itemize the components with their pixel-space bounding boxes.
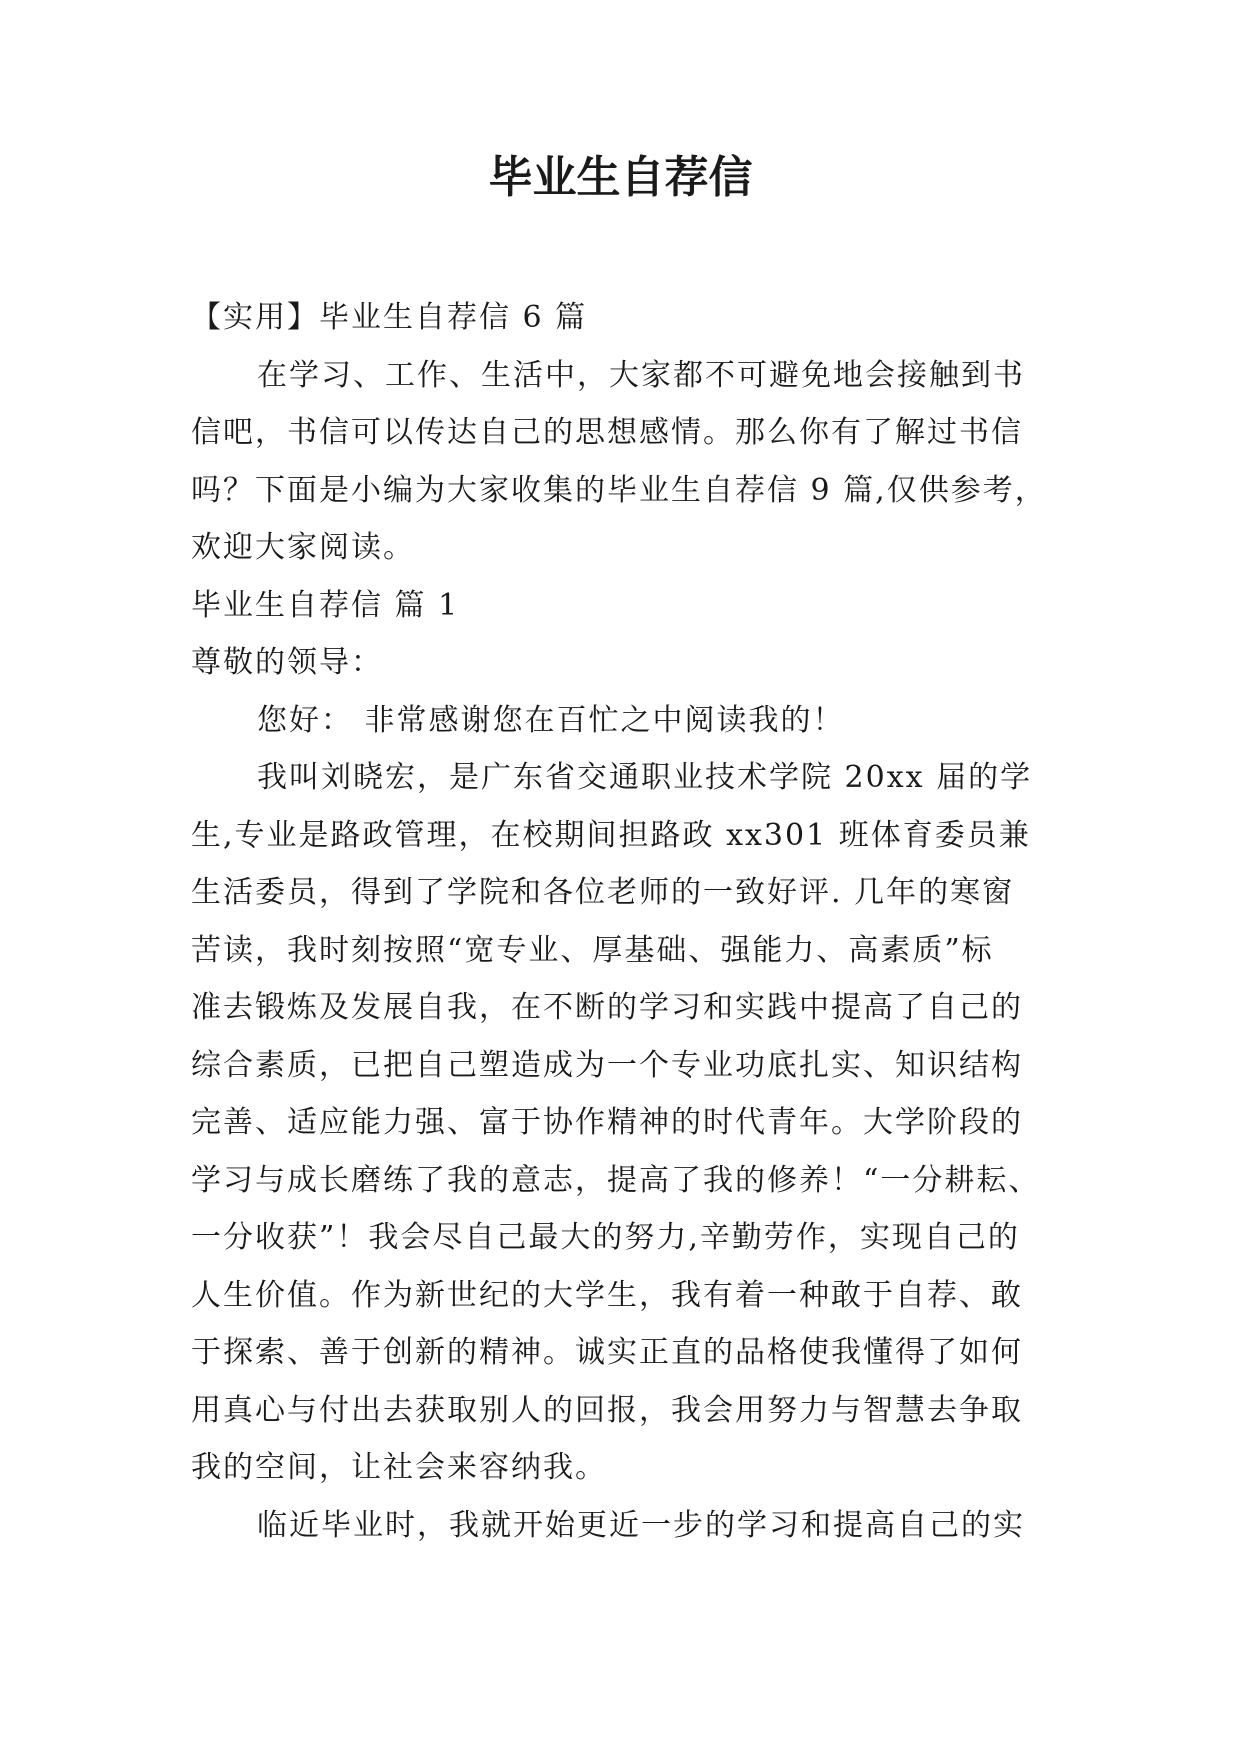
text-line: 苦读，我时刻按照“宽专业、厚基础、强能力、高素质”标 — [191, 932, 994, 968]
salutation: 尊敬的领导： — [191, 645, 383, 680]
text-line: 学习与成长磨练了我的意志，提高了我的修养！“一分耕耘、 — [191, 1162, 1041, 1198]
section-heading: 毕业生自荐信 篇 1 — [191, 587, 460, 623]
document-body — [191, 289, 1051, 1554]
text-line: 生活委员，得到了学院和各位老师的一致好评. 几年的寒窗 — [191, 875, 1015, 910]
text-line: 信吧，书信可以传达自己的思想感情。那么你有了解过书信 — [191, 415, 1023, 450]
text-line: 综合素质，已把自己塑造成为一个专业功底扎实、知识结构 — [191, 1047, 1023, 1083]
document-title: 毕业生自荐信 — [488, 152, 753, 203]
text-line: 一分收获”！我会尽自己最大的努力,辛勤劳作，实现自己的 — [191, 1220, 1020, 1255]
text-line: 在学习、工作、生活中，大家都不可避免地会接触到书 — [257, 357, 1025, 393]
text-line: 临近毕业时，我就开始更近一步的学习和提高自己的实 — [257, 1507, 1025, 1543]
text-line: 吗？下面是小编为大家收集的毕业生自荐信 9 篇,仅供参考， — [191, 472, 1047, 508]
text-line: 人生价值。作为新世纪的大学生，我有着一种敢于自荐、敢 — [191, 1277, 1023, 1313]
text-line: 于探索、善于创新的精神。诚实正直的品格使我懂得了如何 — [191, 1335, 1023, 1370]
text-line: 欢迎大家阅读。 — [191, 530, 415, 565]
text-line: 完善、适应能力强、富于协作精神的时代青年。大学阶段的 — [191, 1105, 1023, 1140]
text-line: 准去锻炼及发展自我，在不断的学习和实践中提高了自己的 — [191, 990, 1023, 1025]
text-line: 您好： 非常感谢您在百忙之中阅读我的！ — [257, 702, 845, 738]
text-line: 用真心与付出去获取别人的回报，我会用努力与智慧去争取 — [191, 1392, 1023, 1428]
text-line: 生,专业是路政管理，在校期间担路政 xx301 班体育委员兼 — [191, 817, 1031, 853]
text-line: 我叫刘晓宏，是广东省交通职业技术学院 20xx 届的学 — [257, 760, 1033, 795]
text-line: 我的空间，让社会来容纳我。 — [191, 1450, 607, 1485]
text-line: 【实用】毕业生自荐信 6 篇 — [191, 300, 588, 335]
